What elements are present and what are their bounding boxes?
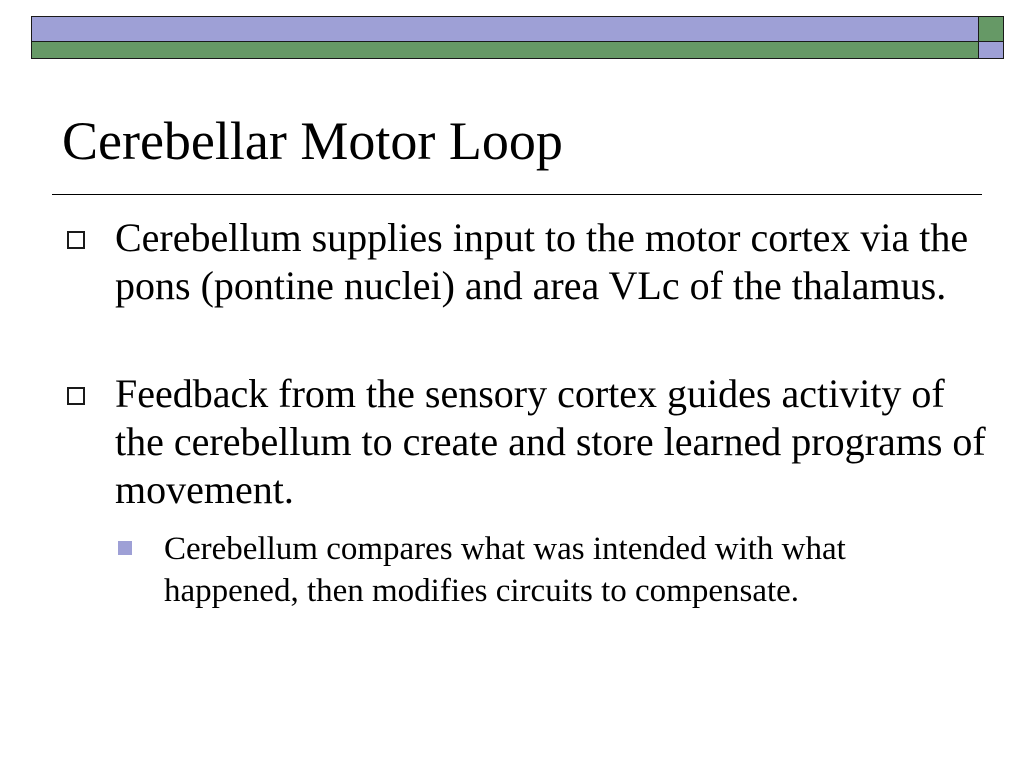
filled-square-icon (118, 541, 132, 555)
sub-bullet-item: Cerebellum compares what was intended with what happened, then modifies circuits to compensate. (164, 531, 846, 609)
slide-title: Cerebellar Motor Loop (62, 111, 563, 171)
hollow-square-icon (67, 387, 85, 405)
hollow-square-icon (67, 231, 85, 249)
bullet-item: Cerebellum supplies input to the motor cortex via the pons (pontine nuclei) and area VLc of the thalamus. (115, 215, 969, 308)
bullet-item: Feedback from the sensory cortex guides activity of the cerebellum to create and store learned programs of movement. (115, 371, 986, 512)
